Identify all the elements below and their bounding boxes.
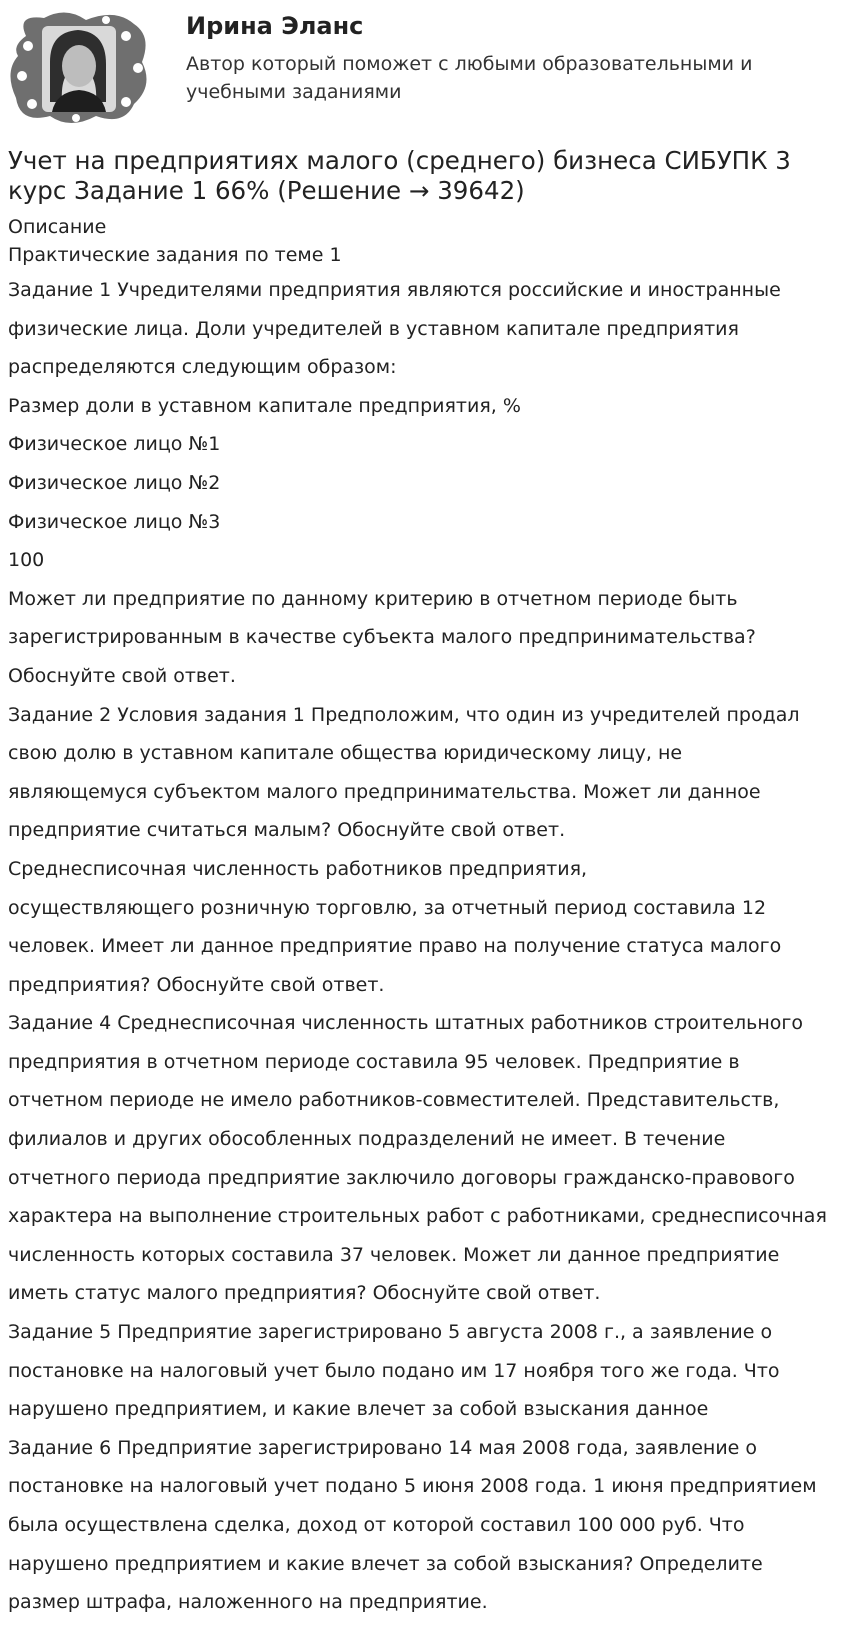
text-line: Размер доли в уставном капитале предприятия, % <box>8 394 521 417</box>
text-line: иметь статус малого предприятия? Обоснуйте свой ответ. <box>8 1282 601 1305</box>
avatar-frame-icon <box>6 6 154 128</box>
text-line: распределяются следующим образом: <box>8 356 397 379</box>
page-title: Учет на предприятиях малого (среднего) бизнеса СИБУПК 3 курс Задание 1 66% (Решение → 39642) <box>8 146 791 205</box>
text-line: Задание 2 Условия задания 1 Предположим, что один из учредителей продал <box>8 703 800 726</box>
text-line: Обоснуйте свой ответ. <box>8 664 236 687</box>
text-line: численность которых составила 37 человек. Может ли данное предприятие <box>8 1243 780 1266</box>
text-line: человек. Имеет ли данное предприятие право на получение статуса малого <box>8 935 782 958</box>
author-name[interactable]: Ирина Эланс <box>186 12 364 40</box>
text-line: Физическое лицо №3 <box>8 510 221 533</box>
text-line: Задание 6 Предприятие зарегистрировано 14 мая 2008 года, заявление о <box>8 1436 758 1459</box>
text-line: постановке на налоговый учет было подано им 17 ноября того же года. Что <box>8 1359 780 1382</box>
text-line: характера на выполнение строительных работ с работниками, среднесписочная <box>8 1205 827 1228</box>
text-line: зарегистрированным в качестве субъекта малого предпринимательства? <box>8 626 756 649</box>
text-line: Может ли предприятие по данному критерию в отчетном периоде быть <box>8 587 738 610</box>
text-line: была осуществлена сделка, доход от которой составил 100 000 руб. Что <box>8 1514 745 1536</box>
text-line: осуществляющего розничную торговлю, за отчетный период составила 12 <box>8 896 767 919</box>
text-line: являющемуся субъектом малого предпринимательства. Может ли данное <box>8 780 761 803</box>
avatar[interactable] <box>6 6 154 128</box>
description-label: Описание <box>8 216 107 238</box>
text-line: Задание 1 Учредителями предприятия являются российские и иностранные <box>8 279 781 301</box>
description-subtitle: Практические задания по теме 1 <box>8 244 342 266</box>
text-line: отчетном периоде не имело работников-совместителей. Представительств, <box>8 1089 780 1112</box>
text-line: 100 <box>8 549 45 572</box>
text-line: предприятие считаться малым? Обоснуйте свой ответ. <box>8 819 566 842</box>
text-line: физические лица. Доли учредителей в уставном капитале предприятия <box>8 317 739 340</box>
task-content <box>8 146 840 1622</box>
text-line: размер штрафа, наложенного на предприятие. <box>8 1591 488 1614</box>
text-line: филиалов и других обособленных подразделений не имеет. В течение <box>8 1128 726 1151</box>
text-line: Задание 4 Среднесписочная численность штатных работников строительного <box>8 1012 804 1035</box>
text-line: Среднесписочная численность работников предприятия, <box>8 857 588 880</box>
text-line: нарушено предприятием, и какие влечет за собой взыскания данное <box>8 1398 709 1421</box>
text-line: предприятия? Обоснуйте свой ответ. <box>8 973 385 996</box>
text-line: Задание 5 Предприятие зарегистрировано 5 августа 2008 г., а заявление о <box>8 1321 773 1344</box>
text-line: отчетного периода предприятие заключило договоры гражданско-правового <box>8 1166 795 1189</box>
text-line: нарушено предприятием и какие влечет за собой взыскания? Определите <box>8 1552 763 1575</box>
text-line: предприятия в отчетном периоде составила 95 человек. Предприятие в <box>8 1050 740 1073</box>
author-header <box>0 0 847 140</box>
description-text <box>8 271 840 1622</box>
text-line: постановке на налоговый учет подано 5 июня 2008 года. 1 июня предприятием <box>8 1475 817 1498</box>
text-line: Физическое лицо №1 <box>8 433 221 456</box>
text-line: свою долю в уставном капитале общества юридическому лицу, не <box>8 742 683 765</box>
text-line: Физическое лицо №2 <box>8 471 221 494</box>
author-description: Автор который поможет с любыми образовательными и учебными заданиями <box>186 53 753 103</box>
